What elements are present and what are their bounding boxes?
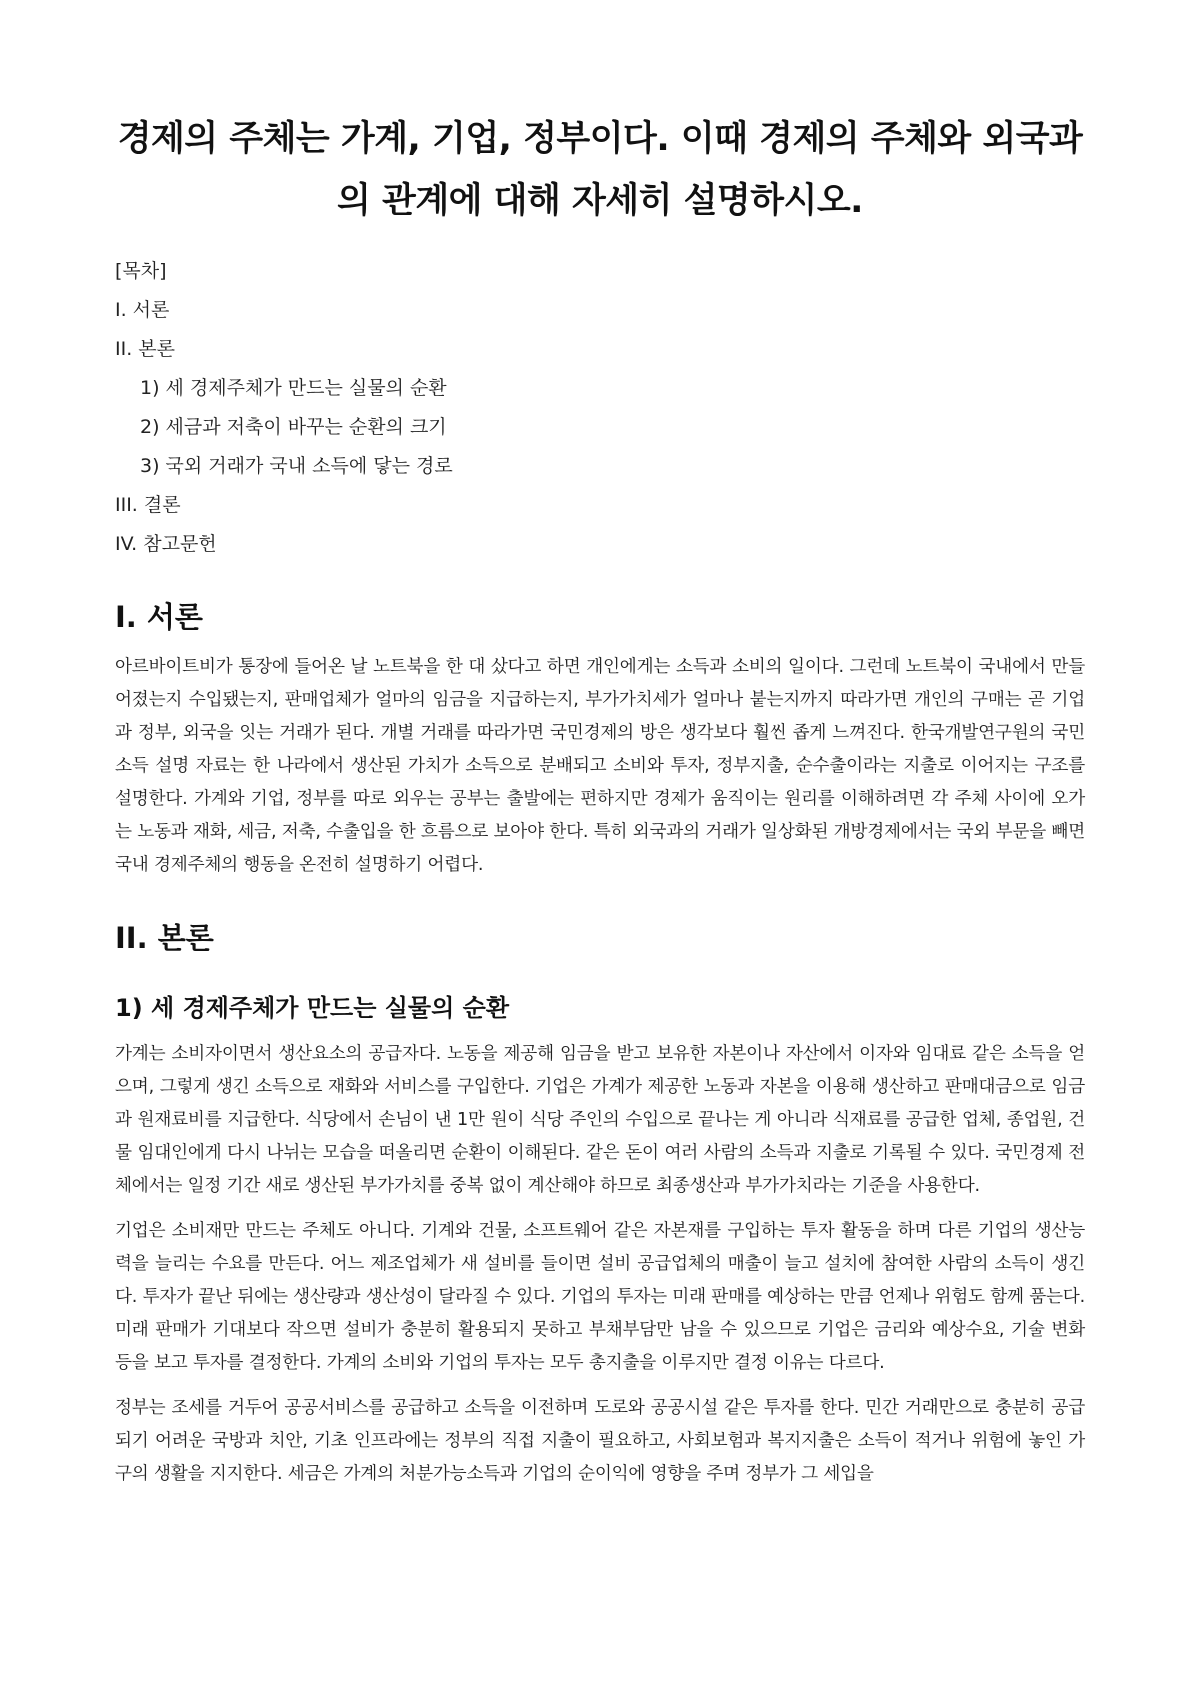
toc-item-intro: I. 서론	[115, 299, 170, 321]
toc-item-body-sub1: 1) 세 경제주체가 만드는 실물의 순환	[140, 377, 447, 399]
section-heading-body: II. 본론	[115, 921, 214, 955]
body-paragraph-2: 기업은 소비재만 만드는 주체도 아니다. 기계와 건물, 소프트웨어 같은 자본재를 구입하는 투자 활동을 하며 다른 기업의 생산능력을 늘리는 수요를 만든다. 어느 제조업체가 새 설비를 들이면 설비 공급업체의 매출이 늘고 설치에 참여한 사람의 소득이 생긴다. 투자가 끝난 뒤에는 생산량과 생산성이 달라질 수 있다. 기업의 투자는 미래 판매를 예상하는 만큼 언제나 위험도 함께 품는다. 미래 판매가 기대보다 작으면 설비가 충분히 활용되지 못하고 부채부담만 남을 수 있으므로 기업은 금리와 예상수요, 기술 변화 등을 보고 투자를 결정한다. 가계의 소비와 기업의 투자는 모두 총지출을 이루지만 결정 이유는 다르다.	[115, 1221, 1085, 1373]
intro-paragraph: 아르바이트비가 통장에 들어온 날 노트북을 한 대 샀다고 하면 개인에게는 소득과 소비의 일이다. 그런데 노트북이 국내에서 만들어졌는지 수입됐는지, 판매업체가 얼마의 임금을 지급하는지, 부가가치세가 얼마나 붙는지까지 따라가면 개인의 구매는 곧 기업과 정부, 외국을 잇는 거래가 된다. 개별 거래를 따라가면 국민경제의 방은 생각보다 훨씬 좁게 느껴진다. 한국개발연구원의 국민소득 설명 자료는 한 나라에서 생산된 가치가 소득으로 분배되고 소비와 투자, 정부지출, 순수출이라는 지출로 이어지는 구조를 설명한다. 가계와 기업, 정부를 따로 외우는 공부는 출발에는 편하지만 경제가 움직이는 원리를 이해하려면 각 주체 사이에 오가는 노동과 재화, 세금, 저축, 수출입을 한 흐름으로 보아야 한다. 특히 외국과의 거래가 일상화된 개방경제에서는 국외 부문을 빼면 국내 경제주체의 행동을 온전히 설명하기 어렵다.	[115, 657, 1085, 875]
section-heading-intro: I. 서론	[115, 600, 203, 634]
toc-item-body: II. 본론	[115, 338, 175, 360]
body-paragraph-1: 가계는 소비자이면서 생산요소의 공급자다. 노동을 제공해 임금을 받고 보유한 자본이나 자산에서 이자와 임대료 같은 소득을 얻으며, 그렇게 생긴 소득으로 재화와 서비스를 구입한다. 기업은 가계가 제공한 노동과 자본을 이용해 생산하고 판매대금으로 임금과 원재료비를 지급한다. 식당에서 손님이 낸 1만 원이 식당 주인의 수입으로 끝나는 게 아니라 식재료를 공급한 업체, 종업원, 건물 임대인에게 다시 나뉘는 모습을 떠올리면 순환이 이해된다. 같은 돈이 여러 사람의 소득과 지출로 기록될 수 있다. 국민경제 전체에서는 일정 기간 새로 생산된 부가가치를 중복 없이 계산해야 하므로 최종생산과 부가가치라는 기준을 사용한다.	[115, 1044, 1085, 1196]
table-of-contents	[115, 258, 1085, 557]
toc-item-body-sub2: 2) 세금과 저축이 바꾸는 순환의 크기	[140, 416, 447, 438]
toc-item-conclusion: III. 결론	[115, 494, 181, 516]
toc-item-references: IV. 참고문헌	[115, 533, 217, 555]
document-title: 경제의 주체는 가계, 기업, 정부이다. 이때 경제의 주체와 외국과의 관계에 대해 자세히 설명하시오.	[117, 119, 1083, 221]
toc-heading: [목차]	[115, 260, 167, 282]
subsection-heading-1: 1) 세 경제주체가 만드는 실물의 순환	[115, 994, 510, 1022]
toc-item-body-sub3: 3) 국외 거래가 국내 소득에 닿는 경로	[140, 455, 453, 477]
body-paragraph-3: 정부는 조세를 거두어 공공서비스를 공급하고 소득을 이전하며 도로와 공공시설 같은 투자를 한다. 민간 거래만으로 충분히 공급되기 어려운 국방과 치안, 기초 인프라에는 정부의 직접 지출이 필요하고, 사회보험과 복지지출은 소득이 적거나 위험에 놓인 가구의 생활을 지지한다. 세금은 가계의 처분가능소득과 기업의 순이익에 영향을 주며 정부가 그 세입을	[115, 1398, 1085, 1484]
